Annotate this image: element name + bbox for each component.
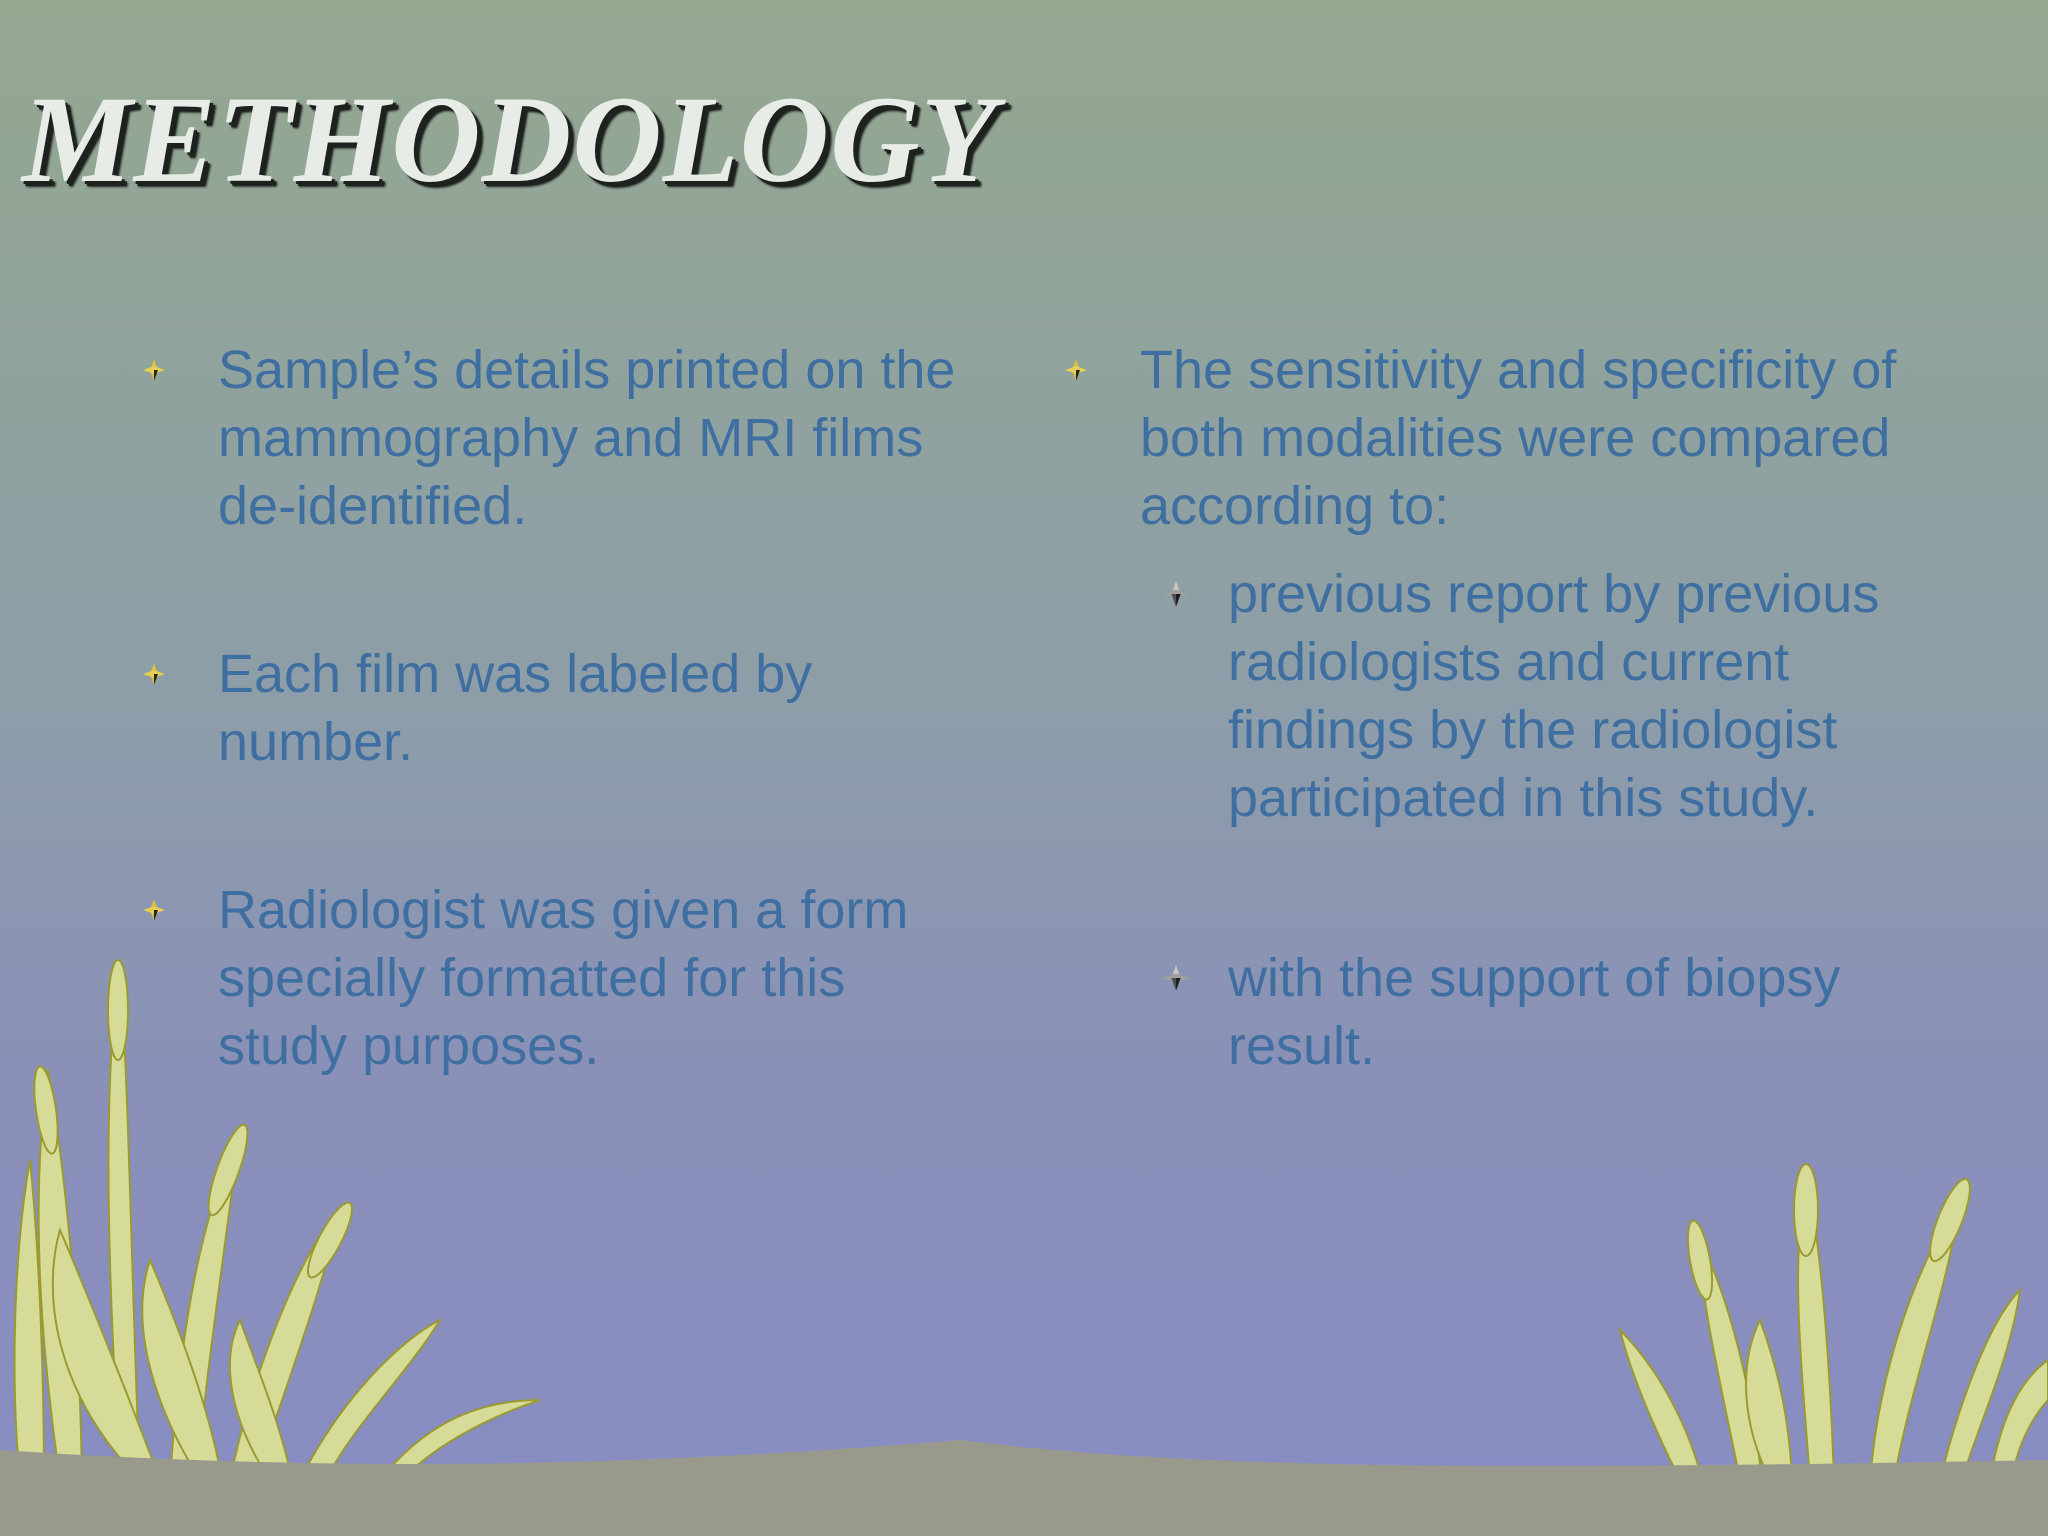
left-bullet-item <box>142 876 972 1080</box>
sub-bullet-text: with the support of biopsy result. <box>1228 948 1841 1076</box>
right-bullet-text: The sensitivity and specificity of both modalities were compared according to: <box>1140 340 1897 536</box>
gold-diamond-bullet-icon <box>142 358 166 382</box>
gold-diamond-bullet-icon <box>142 662 166 686</box>
slide-title: METHODOLOGY <box>22 71 998 208</box>
sub-bullet-text: previous report by previous radiologists and current findings by the radiologist participated in this study. <box>1228 564 1880 828</box>
sub-bullet-item <box>1152 944 1984 1080</box>
silver-diamond-bullet-icon <box>1162 964 1190 992</box>
left-bullet-text: Each film was labeled by number. <box>218 644 813 772</box>
left-bullet-item <box>142 336 972 540</box>
sub-bullet-item <box>1152 560 1984 832</box>
left-bullet-text: Radiologist was given a form specially formatted for this study purposes. <box>218 880 909 1076</box>
gold-diamond-bullet-icon <box>1064 358 1088 382</box>
left-bullet-list <box>142 336 972 1080</box>
right-bullet-list <box>1064 336 1984 1080</box>
sub-bullet-list <box>1152 560 1984 1080</box>
left-bullet-item <box>142 640 972 776</box>
silver-diamond-bullet-icon <box>1162 580 1190 608</box>
left-bullet-text: Sample’s details printed on the mammography and MRI films de-identified. <box>218 340 956 536</box>
gold-diamond-bullet-icon <box>142 898 166 922</box>
right-bullet-item <box>1064 336 1984 1080</box>
